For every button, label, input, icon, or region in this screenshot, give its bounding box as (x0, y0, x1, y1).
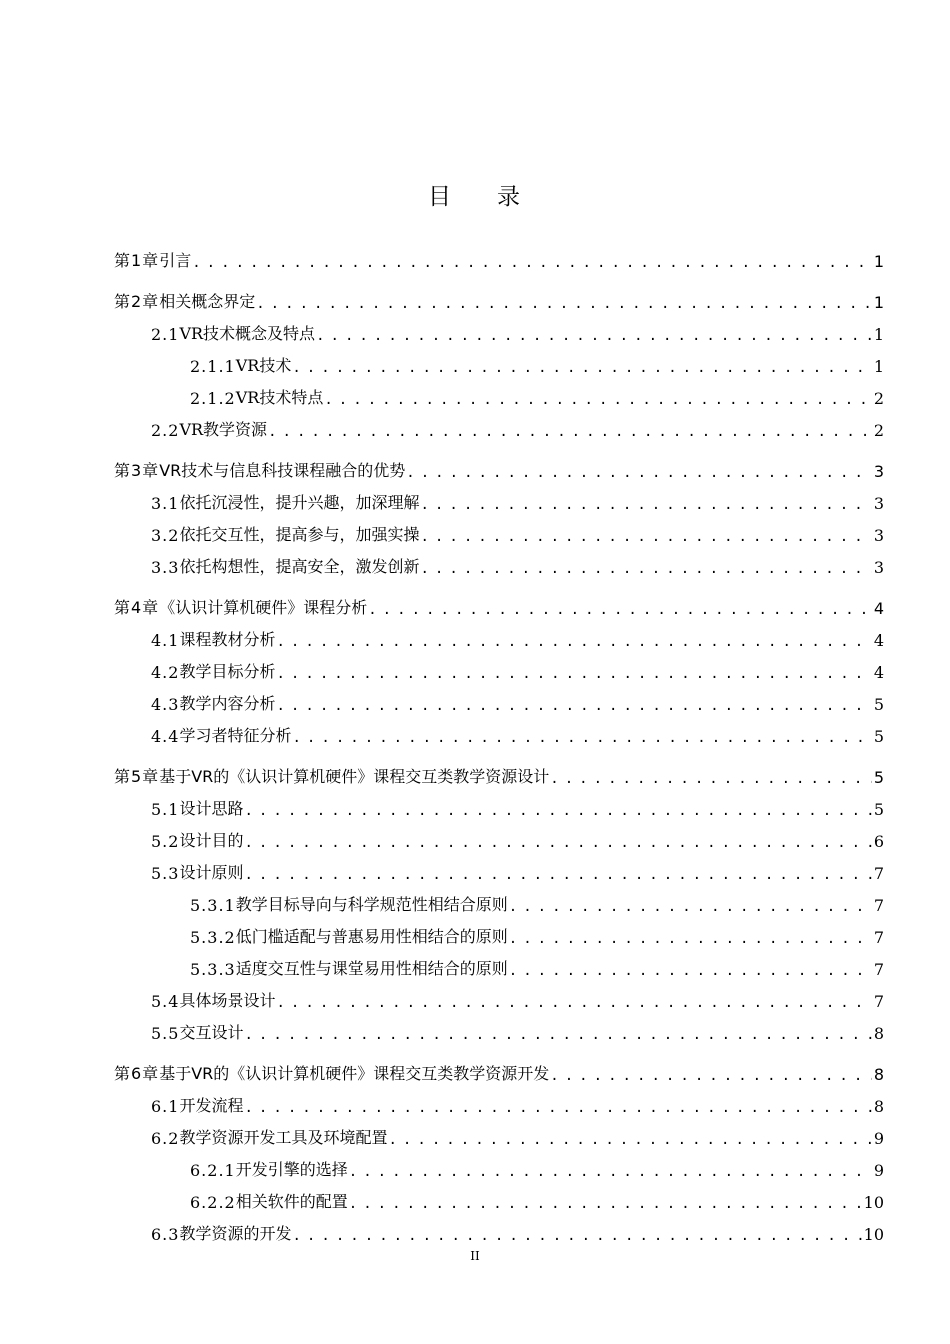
toc-entry-page: 4 (873, 599, 884, 618)
toc-subsection-entry[interactable] (0, 384, 884, 408)
toc-dot-leader (420, 497, 871, 513)
toc-entry-number: 4.4 (151, 727, 180, 746)
toc-entry-number: 4.1 (151, 631, 180, 650)
toc-chapter-entry[interactable] (0, 594, 884, 618)
toc-dot-leader (509, 931, 872, 947)
page-title-char-1: 目 (428, 184, 453, 210)
toc-subsection-entry[interactable] (0, 1188, 884, 1212)
toc-dot-leader (276, 698, 871, 714)
toc-entry-number: 5.3 (151, 864, 180, 883)
toc-section-entry[interactable] (0, 658, 884, 682)
toc-entry-number: 5.1 (151, 800, 180, 819)
toc-entry-number: 6.2 (151, 1129, 180, 1148)
page-title-char-2: 录 (497, 184, 522, 210)
toc-entry-page: 4 (873, 631, 884, 650)
toc-entry-title: VR教学资源 (179, 420, 268, 439)
toc-dot-leader (550, 1068, 872, 1084)
toc-dot-leader (420, 529, 871, 545)
toc-entry-title: 教学内容分析 (179, 694, 276, 713)
toc-subsection-entry[interactable] (0, 891, 884, 915)
toc-dot-leader (244, 803, 871, 819)
toc-entry-title: 基于VR的《认识计算机硬件》课程交互类教学资源设计 (159, 767, 550, 786)
toc-entry-page: 3 (873, 526, 884, 545)
toc-dot-leader (420, 561, 871, 577)
toc-entry-number: 5.5 (151, 1024, 180, 1043)
toc-entry-number: 6.3 (151, 1225, 180, 1244)
toc-entry-title: 教学资源的开发 (179, 1224, 292, 1243)
toc-entry-title: 教学目标分析 (179, 662, 276, 681)
toc-entry-page: 5 (873, 727, 884, 746)
toc-entry-page: 7 (873, 992, 884, 1011)
toc-entry-title: 交互设计 (179, 1023, 244, 1042)
toc-entry-number: 第2章 (114, 292, 160, 311)
toc-dot-leader (368, 602, 872, 618)
toc-dot-leader (509, 963, 872, 979)
toc-entry-title: VR技术概念及特点 (179, 324, 316, 343)
toc-section-entry[interactable] (0, 690, 884, 714)
toc-entry-title: VR技术与信息科技课程融合的优势 (159, 461, 406, 480)
toc-entry-page: 1 (873, 252, 884, 271)
toc-section-entry[interactable] (0, 626, 884, 650)
toc-section-entry[interactable] (0, 722, 884, 746)
toc-subsection-entry[interactable] (0, 352, 884, 376)
toc-entry-page: 5 (873, 695, 884, 714)
toc-dot-leader (509, 899, 872, 915)
toc-entry-title: 适度交互性与课堂易用性相结合的原则 (235, 959, 508, 978)
toc-section-entry[interactable] (0, 320, 884, 344)
toc-entry-title: 依托交互性，提高参与，加强实操 (179, 525, 420, 544)
toc-entry-title: 低门槛适配与普惠易用性相结合的原则 (235, 927, 508, 946)
toc-dot-leader (244, 835, 871, 851)
toc-entry-number: 6.1 (151, 1097, 180, 1116)
toc-entry-number: 5.3.3 (190, 960, 236, 979)
toc-dot-leader (316, 328, 872, 344)
toc-dot-leader (349, 1196, 862, 1212)
toc-entry-title: 开发引擎的选择 (235, 1160, 348, 1179)
toc-section-entry[interactable] (0, 827, 884, 851)
toc-entry-page: 10 (863, 1225, 884, 1244)
toc-entry-number: 3.2 (151, 526, 180, 545)
toc-section-entry[interactable] (0, 1124, 884, 1148)
toc-entry-number: 5.3.2 (190, 928, 236, 947)
toc-entry-number: 2.1 (151, 325, 180, 344)
toc-entry-page: 3 (873, 494, 884, 513)
toc-section-entry[interactable] (0, 987, 884, 1011)
toc-chapter-entry[interactable] (0, 457, 884, 481)
toc-entry-page: 1 (873, 325, 884, 344)
toc-entry-page: 8 (873, 1097, 884, 1116)
toc-entry-page: 5 (873, 800, 884, 819)
toc-entry-page: 8 (873, 1065, 884, 1084)
toc-dot-leader (268, 424, 872, 440)
toc-entry-title: 《认识计算机硬件》课程分析 (159, 598, 368, 617)
toc-entry-title: 设计思路 (179, 799, 244, 818)
toc-entry-number: 3.1 (151, 494, 180, 513)
toc-dot-leader (406, 465, 872, 481)
toc-entry-number: 2.2 (151, 421, 180, 440)
toc-section-entry[interactable] (0, 795, 884, 819)
toc-entry-number: 6.2.2 (190, 1193, 236, 1212)
toc-entry-title: 设计原则 (179, 863, 244, 882)
toc-dot-leader (256, 296, 872, 312)
toc-section-entry[interactable] (0, 416, 884, 440)
toc-entry-number: 第6章 (114, 1064, 160, 1083)
toc-entry-title: 学习者特征分析 (179, 726, 292, 745)
toc-dot-leader (550, 771, 872, 787)
toc-entry-number: 3.3 (151, 558, 180, 577)
toc-section-entry[interactable] (0, 1092, 884, 1116)
toc-entry-number: 6.2.1 (190, 1161, 236, 1180)
toc-dot-leader (388, 1132, 871, 1148)
toc-entry-title: VR技术 (235, 356, 292, 375)
toc-entry-page: 2 (873, 421, 884, 440)
toc-entry-page: 1 (873, 357, 884, 376)
toc-entry-page: 4 (873, 663, 884, 682)
toc-section-entry[interactable] (0, 489, 884, 513)
toc-entry-title: 教学目标导向与科学规范性相结合原则 (235, 895, 508, 914)
toc-dot-leader (349, 1164, 872, 1180)
toc-section-entry[interactable] (0, 1220, 884, 1244)
toc-entry-title: 教学资源开发工具及环境配置 (179, 1128, 388, 1147)
toc-entry-title: 设计目的 (179, 831, 244, 850)
toc-section-entry[interactable] (0, 859, 884, 883)
toc-section-entry[interactable] (0, 553, 884, 577)
toc-dot-leader (244, 1027, 871, 1043)
toc-entry-number: 4.2 (151, 663, 180, 682)
toc-entry-page: 3 (873, 462, 884, 481)
toc-entry-number: 第1章 (114, 251, 160, 270)
toc-dot-leader (276, 995, 871, 1011)
toc-entry-title: 相关概念界定 (159, 292, 256, 311)
toc-entry-number: 2.1.2 (190, 389, 236, 408)
toc-entry-page: 7 (873, 864, 884, 883)
toc-entry-title: 依托沉浸性，提升兴趣，加深理解 (179, 493, 420, 512)
toc-entry-number: 5.3.1 (190, 896, 236, 915)
toc-entry-page: 8 (873, 1024, 884, 1043)
toc-entry-title: 相关软件的配置 (235, 1192, 348, 1211)
toc-subsection-entry[interactable] (0, 1156, 884, 1180)
toc-entry-number: 5.4 (151, 992, 180, 1011)
toc-chapter-entry[interactable] (0, 247, 884, 271)
toc-entry-title: 基于VR的《认识计算机硬件》课程交互类教学资源开发 (159, 1064, 550, 1083)
toc-dot-leader (244, 867, 871, 883)
toc-entry-page: 9 (873, 1161, 884, 1180)
toc-entry-number: 第4章 (114, 598, 160, 617)
toc-chapter-entry[interactable] (0, 288, 884, 312)
toc-section-entry[interactable] (0, 521, 884, 545)
toc-entry-number: 4.3 (151, 695, 180, 714)
toc-entry-page: 10 (863, 1193, 884, 1212)
toc-entry-page: 9 (873, 1129, 884, 1148)
toc-entry-page: 7 (873, 960, 884, 979)
toc-dot-leader (292, 1228, 861, 1244)
toc-subsection-entry[interactable] (0, 923, 884, 947)
toc-entry-page: 5 (873, 768, 884, 787)
page-number-footer: II (470, 1249, 480, 1263)
toc-entry-number: 第5章 (114, 767, 160, 786)
toc-entry-number: 第3章 (114, 461, 160, 480)
toc-dot-leader (324, 392, 871, 408)
toc-entry-page: 1 (873, 293, 884, 312)
toc-entry-title: 引言 (159, 251, 192, 270)
toc-entry-page: 3 (873, 558, 884, 577)
toc-entry-title: 课程教材分析 (179, 630, 276, 649)
page-title (0, 178, 950, 211)
toc-entry-title: 具体场景设计 (179, 991, 276, 1010)
toc-dot-leader (244, 1100, 871, 1116)
toc-dot-leader (292, 730, 871, 746)
toc-dot-leader (276, 666, 871, 682)
toc-entry-title: 开发流程 (179, 1096, 244, 1115)
toc-entry-page: 6 (873, 832, 884, 851)
toc-dot-leader (276, 634, 871, 650)
toc-entry-page: 7 (873, 896, 884, 915)
toc-entry-page: 2 (873, 389, 884, 408)
toc-entry-title: 依托构想性，提高安全，激发创新 (179, 557, 420, 576)
toc-section-entry[interactable] (0, 1019, 884, 1043)
toc-entry-title: VR技术特点 (235, 388, 324, 407)
toc-entry-number: 2.1.1 (190, 357, 236, 376)
toc-chapter-entry[interactable] (0, 1060, 884, 1084)
toc-subsection-entry[interactable] (0, 955, 884, 979)
toc-chapter-entry[interactable] (0, 763, 884, 787)
toc-entry-page: 7 (873, 928, 884, 947)
toc-dot-leader (192, 255, 872, 271)
toc-dot-leader (292, 360, 871, 376)
toc-entry-number: 5.2 (151, 832, 180, 851)
